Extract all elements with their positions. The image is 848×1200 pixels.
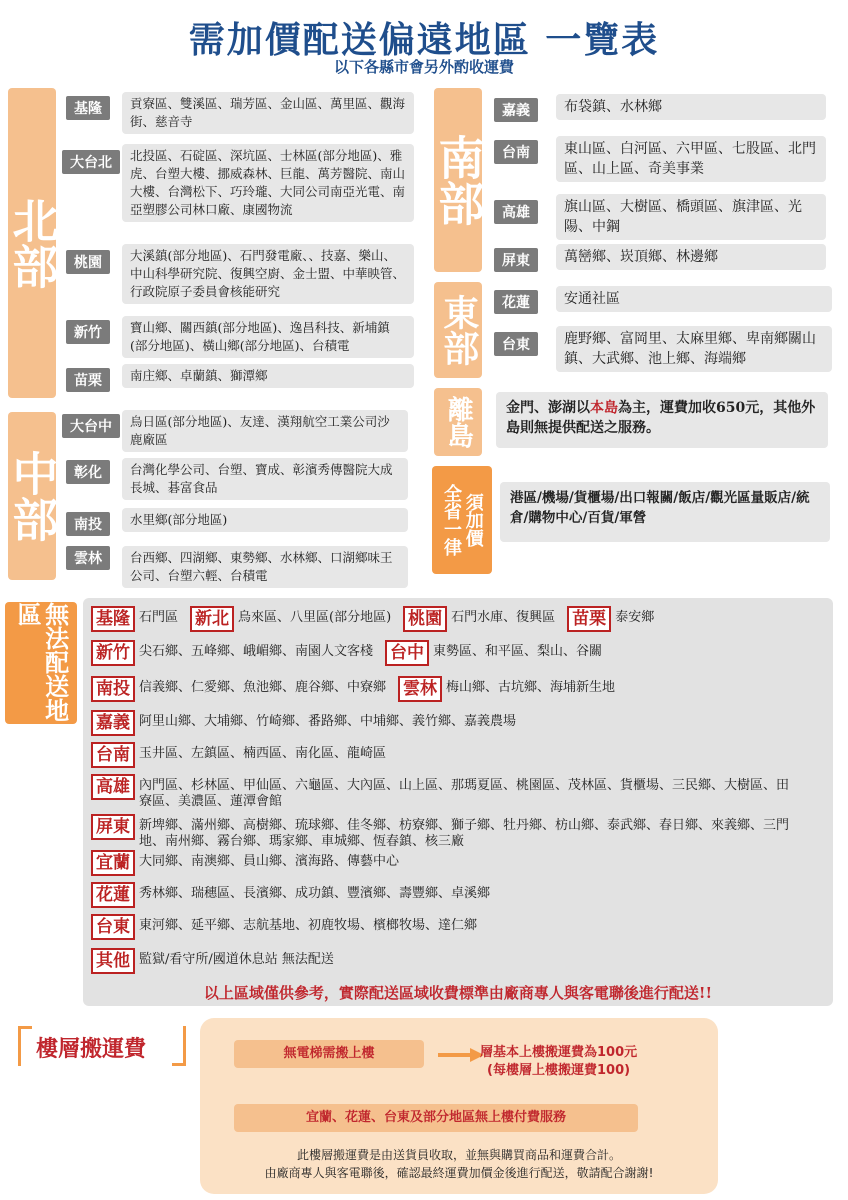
nd-text-pingtung: 新埤鄉、滿州鄉、高樹鄉、琉球鄉、佳冬鄉、枋寮鄉、獅子鄉、牡丹鄉、枋山鄉、泰武鄉、春日鄉、來義鄉、三門地、南州鄉、霧台鄉、瑪家鄉、車城鄉、恆春鎮、核三廠 xyxy=(139,818,790,849)
city-tainan: 台南 xyxy=(494,140,538,164)
areas-taitung: 鹿野鄉、富岡里、太麻里鄉、卑南鄉關山鎮、大武鄉、池上鄉、海端鄉 xyxy=(556,326,832,372)
city-taipei: 大台北 xyxy=(62,150,120,174)
nd-tag-hualien: 花蓮 xyxy=(91,882,135,908)
region-islands-label: 離島 xyxy=(434,388,482,456)
whole-province-text: 全省一律 xyxy=(441,484,462,556)
region-central-label: 中部 xyxy=(8,412,56,580)
areas-changhua: 台灣化學公司、台塑、寶成、彰濱秀傳醫院大成長城、碁富食品 xyxy=(122,458,408,500)
extra-charge-text: 須加價 xyxy=(462,493,484,547)
nd-text-other: 監獄/看守所/國道休息站 無法配送 xyxy=(139,952,334,967)
no-delivery-panel xyxy=(83,598,833,1006)
stairs-fee-text xyxy=(480,1044,637,1080)
areas-tainan: 東山區、白河區、六甲區、七股區、北門區、山上區、奇美事業 xyxy=(556,136,826,182)
nd-text-hualien: 秀林鄉、瑞穗區、長濱鄉、成功鎮、豐濱鄉、壽豐鄉、卓溪鄉 xyxy=(139,886,491,901)
nd-tag-taitung: 台東 xyxy=(91,914,135,940)
nd-tag-yunlin: 雲林 xyxy=(398,676,442,702)
nd-tag-kaohsiung: 高雄 xyxy=(91,774,135,800)
nd-tag-chiayi: 嘉義 xyxy=(91,710,135,736)
areas-miaoli: 南庄鄉、卓蘭鎮、獅潭鄉 xyxy=(122,364,414,388)
areas-taichung: 烏日區(部分地區)、友達、漢翔航空工業公司沙鹿廠區 xyxy=(122,410,408,452)
nd-row-10 xyxy=(91,914,489,940)
nd-tag-miaoli: 苗栗 xyxy=(567,606,611,632)
nd-tag-other: 其他 xyxy=(91,948,135,974)
city-pingtung: 屏東 xyxy=(494,248,538,272)
areas-yunlin: 台西鄉、四湖鄉、東勢鄉、水林鄉、口湖鄉味王公司、台塑六輕、台積電 xyxy=(122,546,408,588)
nd-tag-taoyuan: 桃園 xyxy=(403,606,447,632)
nd-tag-yilan: 宜蘭 xyxy=(91,850,135,876)
stairs-footnote-2: 由廠商專人與客電聯後，確認最終運費加價金後進行配送，敬請配合謝謝! xyxy=(264,1166,654,1180)
areas-kaohsiung: 旗山區、大樹區、橋頭區、旗津區、光陽、中鋼 xyxy=(556,194,826,240)
islands-note-highlight: 本島 xyxy=(590,400,618,416)
islands-note-post: 為主，運費加收650元，其他外島則無提供配送之服務。 xyxy=(506,400,816,436)
city-hsinchu: 新竹 xyxy=(66,320,110,344)
stairs-footnote xyxy=(200,1146,718,1182)
region-north-label: 北部 xyxy=(8,88,56,398)
nd-tag-tainan: 台南 xyxy=(91,742,135,768)
stairs-title xyxy=(18,1026,186,1066)
nd-text-hsinchu: 尖石鄉、五峰鄉、峨嵋鄉、南園人文客棧 xyxy=(139,644,374,659)
nd-text-chiayi: 阿里山鄉、大埔鄉、竹崎鄉、番路鄉、中埔鄉、義竹鄉、嘉義農場 xyxy=(139,714,517,729)
nd-text-yunlin: 梅山鄉、古坑鄉、海埔新生地 xyxy=(446,680,616,695)
city-changhua: 彰化 xyxy=(66,460,110,484)
page-title: 需加價配送偏遠地區 一覽表 xyxy=(188,19,660,61)
nd-row-1 xyxy=(91,606,666,632)
islands-note xyxy=(496,392,828,448)
nd-text-keelung: 石門區 xyxy=(139,610,179,625)
stairs-title-text: 樓層搬運費 xyxy=(36,1036,147,1062)
areas-taoyuan: 大溪鎮(部分地區)、石門發電廠、、技嘉、樂山、中山科學研究院、復興空廚、金士盟、中華映管、行政院原子委員會核能研究 xyxy=(122,244,414,304)
nd-tag-taichung: 台中 xyxy=(385,640,429,666)
areas-nantou: 水里鄉(部分地區) xyxy=(122,508,408,532)
city-chiayi: 嘉義 xyxy=(494,98,538,122)
nd-row-8 xyxy=(91,850,411,876)
nd-tag-keelung: 基隆 xyxy=(91,606,135,632)
stairs-fee-line2: (每樓層上樓搬運費100) xyxy=(487,1063,631,1078)
stairs-bracket-left xyxy=(18,1026,32,1066)
arrow-right-icon xyxy=(438,1048,484,1062)
nd-row-11 xyxy=(91,948,346,974)
areas-chiayi: 布袋鎮、水林鄉 xyxy=(556,94,826,120)
stairs-fee-line1: 層基本上樓搬運費為100元 xyxy=(480,1045,638,1060)
region-east-label: 東部 xyxy=(434,282,482,378)
nd-row-3 xyxy=(91,676,627,702)
areas-pingtung: 萬巒鄉、崁頂鄉、林邊鄉 xyxy=(556,244,826,270)
areas-taipei: 北投區、石碇區、深坑區、士林區(部分地區)、雅虎、台塑大樓、挪威森林、巨龍、萬芳醫院、南山大樓、台灣松下、巧玲瓏、大同公司南亞光電、南亞塑膠公司林口廠、康國物流 xyxy=(122,144,414,222)
no-delivery-note: 以上區域僅供參考，實際配送區域收費標準由廠商專人與客電聯後進行配送!! xyxy=(203,984,713,1002)
nd-row-7 xyxy=(91,814,811,850)
city-taichung: 大台中 xyxy=(62,414,120,438)
no-delivery-label: 無法配送地區 xyxy=(5,602,77,724)
nd-row-4 xyxy=(91,710,528,736)
areas-hsinchu: 寶山鄉、關西鎮(部分地區)、逸昌科技、新埔鎮(部分地區)、橫山鄉(部分地區)、台積電 xyxy=(122,316,414,358)
nd-row-2 xyxy=(91,640,614,666)
stairs-bracket-right xyxy=(172,1026,186,1066)
stairs-footnote-1: 此樓層搬運費是由送貨員收取，並無與購買商品和運費合計。 xyxy=(296,1148,621,1162)
nd-tag-hsinchu: 新竹 xyxy=(91,640,135,666)
city-yunlin: 雲林 xyxy=(66,546,110,570)
nd-text-taichung: 東勢區、和平區、梨山、谷關 xyxy=(433,644,603,659)
city-taitung: 台東 xyxy=(494,332,538,356)
city-taoyuan: 桃園 xyxy=(66,250,110,274)
region-south-label: 南部 xyxy=(434,88,482,272)
areas-hualien: 安通社區 xyxy=(556,286,832,312)
city-keelung: 基隆 xyxy=(66,96,110,120)
areas-keelung: 貢寮區、雙溪區、瑞芳區、金山區、萬里區、觀海街、慈音寺 xyxy=(122,92,414,134)
nd-text-yilan: 大同鄉、南澳鄉、員山鄉、濱海路、傳藝中心 xyxy=(139,854,400,869)
nd-text-taitung: 東河鄉、延平鄉、志航基地、初鹿牧場、檳榔牧場、達仁鄉 xyxy=(139,918,478,933)
nd-row-5 xyxy=(91,742,398,768)
nd-tag-nantou: 南投 xyxy=(91,676,135,702)
city-miaoli: 苗栗 xyxy=(66,368,110,392)
nd-text-nantou: 信義鄉、仁愛鄉、魚池鄉、鹿谷鄉、中寮鄉 xyxy=(139,680,387,695)
city-kaohsiung: 高雄 xyxy=(494,200,538,224)
no-elevator-pill: 無電梯需搬上樓 xyxy=(234,1040,424,1068)
nd-row-9 xyxy=(91,882,502,908)
city-hualien: 花蓮 xyxy=(494,290,538,314)
stairs-panel xyxy=(200,1018,718,1194)
page-subtitle: 以下各縣市會另外酌收運費 xyxy=(333,58,514,76)
nd-text-kaohsiung: 內門區、杉林區、甲仙區、六龜區、大內區、山上區、那瑪夏區、桃園區、茂林區、貨櫃場、三民鄉、大樹區、田寮區、美濃區、蓮潭會館 xyxy=(139,778,790,809)
nd-text-newtaipei: 烏來區、八里區(部分地區) xyxy=(238,610,392,625)
nd-tag-newtaipei: 新北 xyxy=(190,606,234,632)
no-service-pill: 宜蘭、花蓮、台東及部分地區無上樓付費服務 xyxy=(234,1104,638,1132)
islands-note-pre: 金門、澎湖以 xyxy=(506,400,590,416)
nd-text-miaoli: 泰安鄉 xyxy=(615,610,655,625)
whole-province-note: 港區/機場/貨櫃場/出口報關/飯店/觀光區量販店/統倉/購物中心/百貨/軍營 xyxy=(500,482,830,542)
city-nantou: 南投 xyxy=(66,512,110,536)
nd-row-6 xyxy=(91,774,811,810)
nd-text-taoyuan: 石門水庫、復興區 xyxy=(451,610,556,625)
nd-text-tainan: 玉井區、左鎮區、楠西區、南化區、龍崎區 xyxy=(139,746,387,761)
whole-province-label xyxy=(432,466,492,574)
nd-tag-pingtung: 屏東 xyxy=(91,814,135,840)
